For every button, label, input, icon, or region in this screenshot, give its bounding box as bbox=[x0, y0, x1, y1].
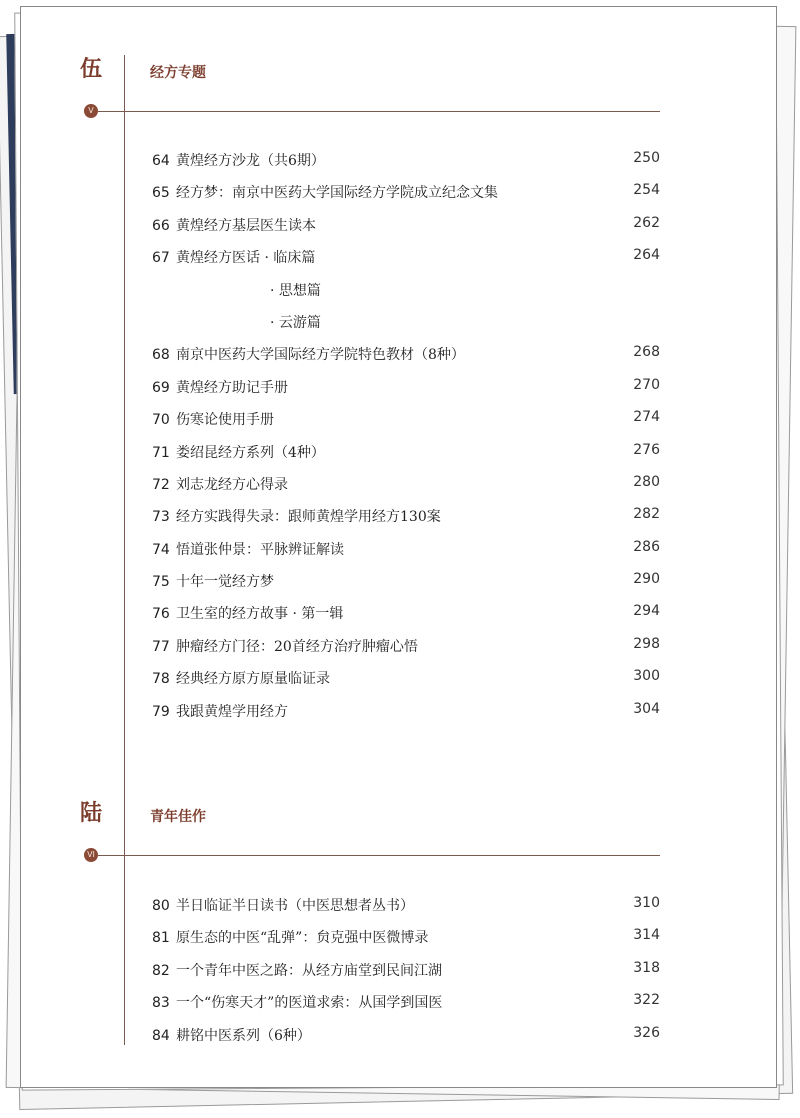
entry-page: 270 bbox=[633, 376, 660, 393]
entry-title: 娄绍昆经方系列（4种） bbox=[176, 444, 325, 461]
entry-page: 294 bbox=[633, 603, 660, 620]
entry-page: 326 bbox=[633, 1024, 660, 1041]
toc-entry[interactable] bbox=[152, 344, 662, 376]
section-6-title: 青年佳作 bbox=[150, 809, 206, 825]
toc-entry[interactable] bbox=[152, 409, 662, 441]
entry-number: 82 bbox=[152, 962, 170, 979]
entry-page: 262 bbox=[633, 214, 660, 231]
entry-title: 黄煌经方基层医生读本 bbox=[176, 217, 316, 234]
entry-number: 72 bbox=[152, 476, 170, 493]
section-6-roman-badge: VI bbox=[84, 848, 98, 862]
entry-title: 经方实践得失录：跟师黄煌学用经方130案 bbox=[176, 509, 441, 526]
entry-number: 64 bbox=[152, 153, 170, 169]
entry-page: 304 bbox=[633, 700, 660, 717]
entry-page: 286 bbox=[633, 538, 660, 555]
entry-page: 322 bbox=[633, 992, 660, 1009]
entry-number: 67 bbox=[152, 250, 170, 267]
section-6-char: 陆 bbox=[80, 800, 103, 826]
entry-number: 81 bbox=[152, 930, 170, 947]
toc-entry[interactable] bbox=[152, 1025, 662, 1057]
entry-number: 80 bbox=[152, 898, 170, 914]
toc-entry[interactable] bbox=[152, 571, 662, 603]
entry-title: 半日临证半日读书（中医思想者丛书） bbox=[176, 898, 414, 914]
entry-page: 314 bbox=[633, 927, 660, 944]
entry-number: 65 bbox=[152, 185, 170, 202]
toc-entry[interactable] bbox=[152, 215, 662, 247]
entry-page: 310 bbox=[633, 895, 660, 911]
entry-page: 282 bbox=[633, 506, 660, 523]
section-5-roman-badge: V bbox=[84, 104, 98, 118]
entry-page: 268 bbox=[633, 344, 660, 361]
entry-page: 276 bbox=[633, 441, 660, 458]
entry-title: 黄煌经方助记手册 bbox=[176, 379, 288, 396]
entry-title: 悟道张仲景：平脉辨证解读 bbox=[176, 541, 344, 558]
toc-subentry[interactable] bbox=[152, 280, 662, 312]
entry-title: 我跟黄煌学用经方 bbox=[176, 703, 288, 720]
entry-title: 黄煌经方沙龙（共6期） bbox=[176, 153, 325, 169]
entry-page: 274 bbox=[633, 409, 660, 426]
toc-entry[interactable] bbox=[152, 247, 662, 279]
entry-number: 76 bbox=[152, 606, 170, 623]
entry-title: 南京中医药大学国际经方学院特色教材（8种） bbox=[176, 347, 465, 364]
toc-entry[interactable] bbox=[152, 960, 662, 992]
toc-entry[interactable] bbox=[152, 992, 662, 1024]
entry-title: 肿瘤经方门径：20首经方治疗肿瘤心悟 bbox=[176, 638, 418, 655]
entry-number: 71 bbox=[152, 444, 170, 461]
entry-number: 68 bbox=[152, 347, 170, 364]
section-6-toc-list bbox=[152, 895, 662, 1057]
toc-entry[interactable] bbox=[152, 636, 662, 668]
entry-title: 一个“伤寒天才”的医道求索：从国学到国医 bbox=[176, 995, 443, 1012]
toc-entry[interactable] bbox=[152, 377, 662, 409]
entry-page: 250 bbox=[633, 150, 660, 166]
entry-number: 70 bbox=[152, 412, 170, 429]
entry-title: · 思想篇 bbox=[270, 282, 321, 299]
section-5-title: 经方专题 bbox=[150, 65, 206, 81]
toc-entry[interactable] bbox=[152, 506, 662, 538]
entry-title: 卫生室的经方故事 · 第一辑 bbox=[176, 606, 344, 623]
entry-page: 298 bbox=[633, 635, 660, 652]
entry-title: · 云游篇 bbox=[270, 314, 321, 331]
entry-page: 318 bbox=[633, 959, 660, 976]
entry-title: 经方梦：南京中医药大学国际经方学院成立纪念文集 bbox=[176, 185, 498, 202]
section-5-toc-list bbox=[152, 150, 662, 733]
entry-number: 78 bbox=[152, 671, 170, 688]
toc-entry[interactable] bbox=[152, 895, 662, 927]
vertical-rule bbox=[124, 55, 125, 1045]
toc-entry[interactable] bbox=[152, 474, 662, 506]
toc-entry[interactable] bbox=[152, 539, 662, 571]
entry-number: 79 bbox=[152, 703, 170, 720]
entry-number: 66 bbox=[152, 217, 170, 234]
toc-entry[interactable] bbox=[152, 603, 662, 635]
entry-title: 原生态的中医“乱弹”：贠克强中医微博录 bbox=[176, 930, 429, 947]
toc-entry[interactable] bbox=[152, 182, 662, 214]
entry-number: 73 bbox=[152, 509, 170, 526]
entry-page: 254 bbox=[633, 182, 660, 199]
entry-number: 69 bbox=[152, 379, 170, 396]
entry-title: 黄煌经方医话 · 临床篇 bbox=[176, 250, 316, 267]
toc-entry[interactable] bbox=[152, 668, 662, 700]
entry-title: 耕铭中医系列（6种） bbox=[176, 1027, 311, 1044]
toc-entry[interactable] bbox=[152, 150, 662, 182]
entry-number: 77 bbox=[152, 638, 170, 655]
entry-page: 290 bbox=[633, 571, 660, 588]
entry-page: 264 bbox=[633, 247, 660, 264]
entry-number: 74 bbox=[152, 541, 170, 558]
entry-number: 83 bbox=[152, 995, 170, 1012]
section-5-divider bbox=[92, 111, 660, 112]
entry-title: 十年一觉经方梦 bbox=[176, 574, 274, 591]
toc-entry[interactable] bbox=[152, 927, 662, 959]
entry-page: 280 bbox=[633, 473, 660, 490]
toc-entry[interactable] bbox=[152, 701, 662, 733]
toc-entry[interactable] bbox=[152, 442, 662, 474]
entry-page: 300 bbox=[633, 668, 660, 685]
section-5-char: 伍 bbox=[80, 56, 103, 82]
section-6-divider bbox=[92, 855, 660, 856]
entry-number: 75 bbox=[152, 574, 170, 591]
entry-title: 一个青年中医之路：从经方庙堂到民间江湖 bbox=[176, 962, 442, 979]
entry-title: 刘志龙经方心得录 bbox=[176, 476, 288, 493]
toc-subentry[interactable] bbox=[152, 312, 662, 344]
entry-title: 经典经方原方原量临证录 bbox=[176, 671, 330, 688]
entry-number: 84 bbox=[152, 1027, 170, 1044]
entry-title: 伤寒论使用手册 bbox=[176, 412, 274, 429]
